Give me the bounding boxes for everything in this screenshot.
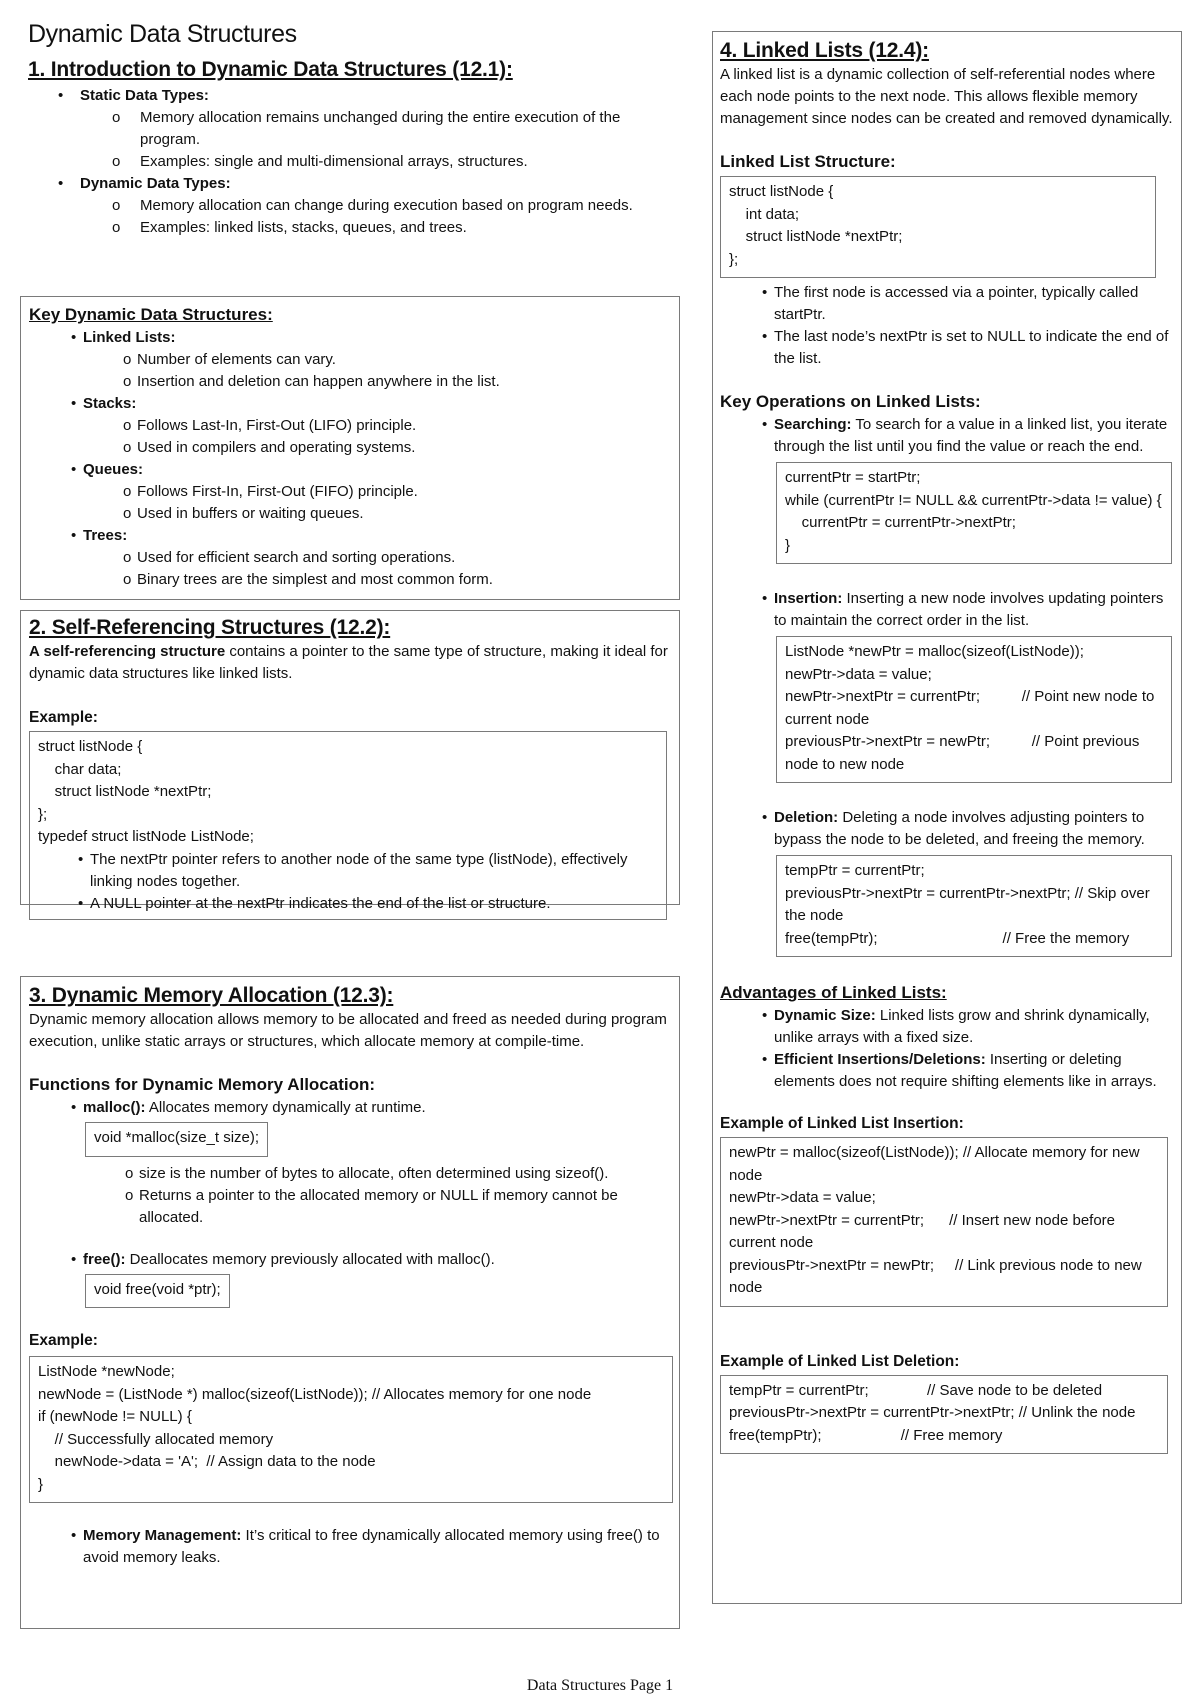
item-label: Static Data Types: [80,87,209,104]
linked-description: A linked list is a dynamic collection of self-referential nodes where each node points to the next node. This allows flexible memory management since nodes can be created and removed dynamically. [720,66,1173,127]
sub-list [83,349,672,393]
code-line: newPtr->nextPtr = currentPtr; // Insert new node before current node [729,1211,1120,1251]
list-item [58,85,638,173]
circle-bullet-icon: o [125,1186,134,1204]
key-structures-list [29,327,672,591]
bullet-icon: • [58,175,64,192]
code-line: typedef struct listNode ListNode; [38,828,254,845]
insertion-example-code-box [720,1137,1168,1307]
circle-bullet-icon: o [112,153,121,170]
list-item: • Insertion: Inserting a new node involves updating pointers to maintain the correct order in the list. [762,590,1164,629]
list-item: • Memory Management: It’s critical to free dynamically allocated memory using free() to avoid memory leaks. [71,1527,660,1566]
code-line: ListNode *newPtr = malloc(sizeof(ListNode)); [785,643,1084,660]
list-item: • Deletion: Deleting a node involves adjusting pointers to bypass the node to be deleted, and freeing the memory. [762,809,1145,848]
code-line: ListNode *newNode; [38,1363,175,1380]
intro-heading: 1. Introduction to Dynamic Data Structures (12.1): [28,58,513,81]
free-signature-box: void free(void *ptr); [85,1274,230,1309]
deletion-example-code-box [720,1375,1168,1455]
dyn-mem-code-box [29,1356,673,1503]
bullet-icon: • [78,850,84,868]
search-code-box [776,462,1172,564]
list-item: • Queues: o Follows First-In, First-Out (FIFO) principle. o Used in buffers or waiting queues. [71,459,672,525]
linked-lists-box [712,31,1182,1604]
code-line: char data; [38,760,122,778]
list-item: o Examples: linked lists, stacks, queues, and trees. [112,217,638,239]
list-item: o Binary trees are the simplest and most common form. [123,569,672,591]
structure-heading: Linked List Structure: [720,152,896,171]
list-item: o Insertion and deletion can happen anywhere in the list. [123,371,672,393]
key-structures-heading: Key Dynamic Data Structures: [29,305,273,324]
circle-bullet-icon: o [123,351,132,368]
circle-bullet-icon: o [123,505,132,522]
sub-list [80,107,638,173]
sub-list [83,547,672,591]
code-line: newPtr->nextPtr = currentPtr; // Point new node to current node [785,688,1159,728]
circle-bullet-icon: o [123,373,132,390]
list-item: o Returns a pointer to the allocated memory or NULL if memory cannot be allocated. [125,1186,618,1226]
circle-bullet-icon: o [123,439,132,456]
insertion-example-heading: Example of Linked List Insertion: [720,1115,964,1132]
bullet-icon: • [71,461,77,478]
code-line: tempPtr = currentPtr; [785,862,925,879]
code-line: while (currentPtr != NULL && currentPtr->data != value) { [785,491,1162,509]
left-column [28,20,688,1566]
functions-list [29,1097,672,1119]
free-list [29,1249,672,1271]
bullet-icon: • [762,328,768,345]
dyn-mem-heading: 3. Dynamic Memory Allocation (12.3): [29,984,394,1007]
bullet-icon: • [71,329,77,346]
self-ref-box [20,610,680,912]
list-item: o Memory allocation can change during execution based on program needs. [112,195,638,217]
list-item: o Used in buffers or waiting queues. [123,503,672,525]
list-item: • Efficient Insertions/Deletions: Inserting or deleting elements does not require shifting elements like in arrays. [762,1051,1157,1090]
list-item: o Used for efficient search and sorting operations. [123,547,672,569]
structure-bullets [720,282,1175,370]
self-ref-heading: 2. Self-Referencing Structures (12.2): [29,616,391,639]
advantages-heading: Advantages of Linked Lists: [720,983,947,1002]
list-item: • The nextPtr pointer refers to another node of the same type (listNode), effectively linking nodes together. [78,850,628,890]
page-footer: Data Structures Page 1 [526,1677,674,1694]
key-structures-box [20,296,680,600]
code-line: int data; [729,205,800,223]
bullet-icon: • [762,1051,768,1068]
list-item: • The first node is accessed via a pointer, typically called startPtr. [762,284,1139,323]
bullet-icon: • [762,590,768,607]
self-ref-description: A self-referencing structure contains a pointer to the same type of structure, making it ideal for dynamic data structures like linked lists. [29,643,668,682]
insertion-item [720,588,1175,632]
dyn-mem-box [20,976,680,1629]
list-item: • Linked Lists: o Number of elements can vary. o Insertion and deletion can happen anywhere in the list. [71,327,672,393]
code-line: struct listNode *nextPtr; [729,228,903,245]
code-line: if (newNode != NULL) { [38,1408,192,1425]
code-line: previousPtr->nextPtr = newPtr; // Point previous node to new node [785,733,1144,773]
list-item: • The last node’s nextPtr is set to NULL to indicate the end of the list. [762,328,1169,367]
code-line: newPtr->data = value; [785,665,932,683]
code-line: // Successfully allocated memory [38,1430,274,1448]
circle-bullet-icon: o [123,417,132,434]
code-line: currentPtr = startPtr; [785,469,921,486]
list-item [58,173,638,239]
self-ref-bullets [38,849,658,915]
code-line: } [785,536,791,554]
bullet-icon: • [762,809,768,826]
bullet-icon: • [58,87,64,104]
list-item: o Follows First-In, First-Out (FIFO) principle. [123,481,672,503]
insertion-code-box [776,636,1172,783]
circle-bullet-icon: o [125,1164,134,1182]
bullet-icon: • [71,395,77,412]
bullet-icon: • [71,527,77,544]
code-line: }; [729,250,739,268]
list-item: o Memory allocation remains unchanged during the entire execution of the program. [112,109,621,148]
deletion-example-heading: Example of Linked List Deletion: [720,1352,960,1370]
page-title: Dynamic Data Structures [28,20,297,48]
code-line: currentPtr = currentPtr->nextPtr; [785,514,1016,531]
dyn-mem-description: Dynamic memory allocation allows memory to be allocated and freed as needed during program execution, unlike static arrays or structures, which allocate memory at compile-time. [29,1011,667,1050]
structure-code-box [720,176,1156,278]
deletion-code-box [776,855,1172,957]
code-line: previousPtr->nextPtr = currentPtr->nextPtr; // Unlink the node [729,1404,1136,1421]
code-line: struct listNode { [729,183,834,200]
circle-bullet-icon: o [112,197,121,214]
advantages-list [720,1005,1175,1093]
malloc-sub-list [29,1163,679,1229]
code-line: previousPtr->nextPtr = currentPtr->nextPtr; // Skip over the node [785,884,1154,924]
item-label: Dynamic Data Types: [80,175,231,192]
list-item: o Number of elements can vary. [123,349,672,371]
code-line: newNode = (ListNode *) malloc(sizeof(ListNode)); // Allocates memory for one node [38,1385,592,1403]
bullet-icon: • [762,1007,768,1024]
code-line: } [38,1475,44,1493]
list-item: o Used in compilers and operating systems. [123,437,672,459]
memory-management-list [29,1525,672,1569]
bullet-icon: • [71,1250,77,1268]
bullet-icon: • [78,894,84,912]
code-line: free(tempPtr); // Free memory [729,1426,1003,1444]
dyn-mem-example-label: Example: [29,1332,98,1349]
list-item: • A NULL pointer at the nextPtr indicates the end of the list or structure. [78,893,658,915]
code-line: newNode->data = 'A'; // Assign data to the node [38,1453,376,1470]
circle-bullet-icon: o [112,109,121,126]
code-line: previousPtr->nextPtr = newPtr; // Link previous node to new node [729,1256,1146,1296]
self-ref-example-label: Example: [29,709,98,726]
sub-list [83,415,672,459]
list-item: o size is the number of bytes to allocate, often determined using sizeof(). [125,1163,679,1185]
search-item [720,414,1175,458]
malloc-signature-box: void *malloc(size_t size); [85,1122,268,1157]
list-item: o Examples: single and multi-dimensional arrays, structures. [112,151,638,173]
code-line: }; [38,805,48,823]
list-item: • free(): Deallocates memory previously allocated with malloc(). [71,1249,672,1271]
sub-list [80,195,638,239]
bullet-icon: • [71,1099,77,1116]
linked-heading: 4. Linked Lists (12.4): [720,39,929,62]
circle-bullet-icon: o [123,483,132,500]
code-line: newPtr->data = value; [729,1189,876,1206]
intro-section [28,57,688,239]
code-line: newPtr = malloc(sizeof(ListNode)); // Allocate memory for new node [729,1144,1144,1184]
code-line: struct listNode *nextPtr; [38,783,212,800]
list-item: • Searching: To search for a value in a linked list, you iterate through the list until you find the value or reach the end. [762,416,1168,455]
intro-list [28,85,638,239]
circle-bullet-icon: o [112,219,121,236]
circle-bullet-icon: o [123,571,132,588]
deletion-item [720,807,1175,851]
code-line: struct listNode { [38,738,143,755]
list-item: • Stacks: o Follows Last-In, First-Out (LIFO) principle. o Used in compilers and operating systems. [71,393,672,459]
bullet-icon: • [71,1527,77,1544]
bullet-icon: • [762,416,768,433]
code-line: tempPtr = currentPtr; // Save node to be deleted [729,1381,1103,1399]
list-item: • Trees: o Used for efficient search and sorting operations. o Binary trees are the simplest and most common form. [71,525,672,591]
code-line: free(tempPtr); // Free the memory [785,929,1130,947]
list-item: • malloc(): Allocates memory dynamically at runtime. [71,1097,672,1119]
list-item: • Dynamic Size: Linked lists grow and shrink dynamically, unlike arrays with a fixed size. [762,1007,1150,1046]
circle-bullet-icon: o [123,549,132,566]
functions-heading: Functions for Dynamic Memory Allocation: [29,1075,376,1094]
bullet-icon: • [762,284,768,301]
list-item: o Follows Last-In, First-Out (LIFO) principle. [123,415,672,437]
sub-list [83,481,672,525]
ops-heading: Key Operations on Linked Lists: [720,392,981,411]
self-ref-code-box [29,731,667,920]
